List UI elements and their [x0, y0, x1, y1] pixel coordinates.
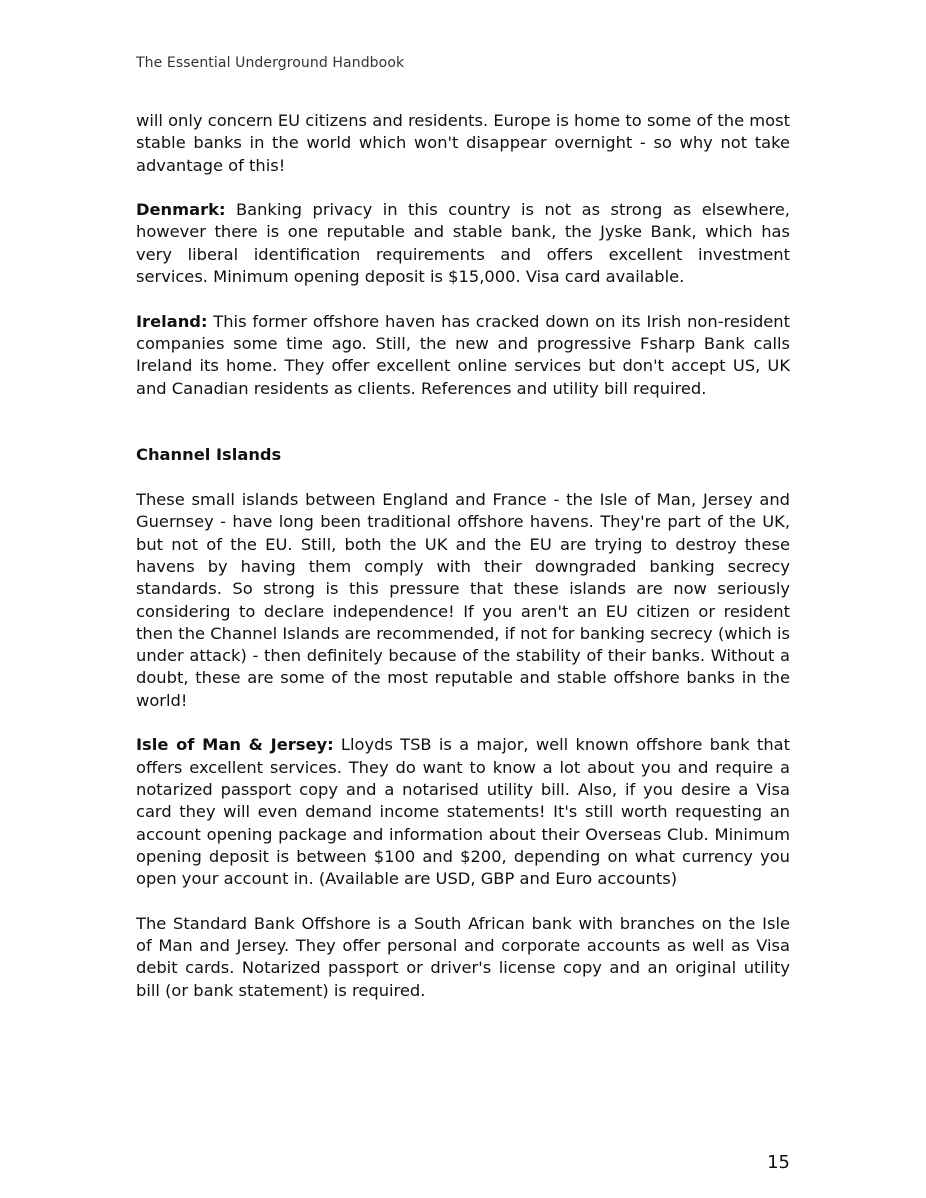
paragraph-channel-islands: These small islands between England and France - the Isle of Man, Jersey and Guernsey - have long been traditional offshore havens. They're part of the UK, but not of the EU. Still, both the UK and the EU are trying to destroy these havens by having them comply with their downgraded banking secrecy standards. So strong is this pressure that these islands are now seriously considering to declare independence! If you aren't an EU citizen or resident then the Channel Islands are recommended, if not for banking secrecy (which is under attack) - then definitely because of the stability of their banks. Without a doubt, these are some of the most reputable and stable offshore banks in the world! [136, 490, 790, 710]
paragraph-isle-of-man-jersey [136, 734, 790, 890]
paragraph-standard-bank: The Standard Bank Offshore is a South African bank with branches on the Isle of Man and Jersey. They offer personal and corporate accounts as well as Visa debit cards. Notarized passport or driver's license copy and an original utility bill (or bank statement) is required. [136, 913, 790, 1000]
label-isle-of-man-jersey: Isle of Man & Jersey: [136, 735, 334, 755]
label-ireland: Ireland: [136, 311, 208, 331]
label-denmark: Denmark: [136, 200, 226, 220]
text-isle-of-man-jersey: Lloyds TSB is a major, well known offshore bank that offers excellent services. They do want to know a lot about you and require a notarized passport copy and a notarised utility bill. Also, if you desire a Visa card they will even demand income statements! It's still worth requesting an account opening package and information about their Overseas Club. Minimum opening deposit is between $100 and $200, depending on what currency you open your account in. (Available are USD, GBP and Euro accounts) [136, 735, 790, 889]
body-content [136, 110, 790, 1024]
paragraph-ireland [136, 311, 790, 400]
running-header: The Essential Underground Handbook [136, 55, 405, 71]
page-number: 15 [767, 1152, 790, 1173]
paragraph-eu-intro: will only concern EU citizens and residents. Europe is home to some of the most stable banks in the world which won't disappear overnight - so why not take advantage of this! [136, 111, 790, 175]
paragraph-denmark [136, 199, 790, 288]
section-heading-channel-islands: Channel Islands [136, 445, 282, 465]
text-ireland: This former offshore haven has cracked down on its Irish non-resident companies some time ago. Still, the new and progressive Fsharp Bank calls Ireland its home. They offer excellent online services but don't accept US, UK and Canadian residents as clients. References and utility bill required. [136, 311, 790, 398]
text-denmark: Banking privacy in this country is not as strong as elsewhere, however there is one reputable and stable bank, the Jyske Bank, which has very liberal identification requirements and offers excellent investment services. Minimum opening deposit is $15,000. Visa card available. [136, 200, 790, 287]
